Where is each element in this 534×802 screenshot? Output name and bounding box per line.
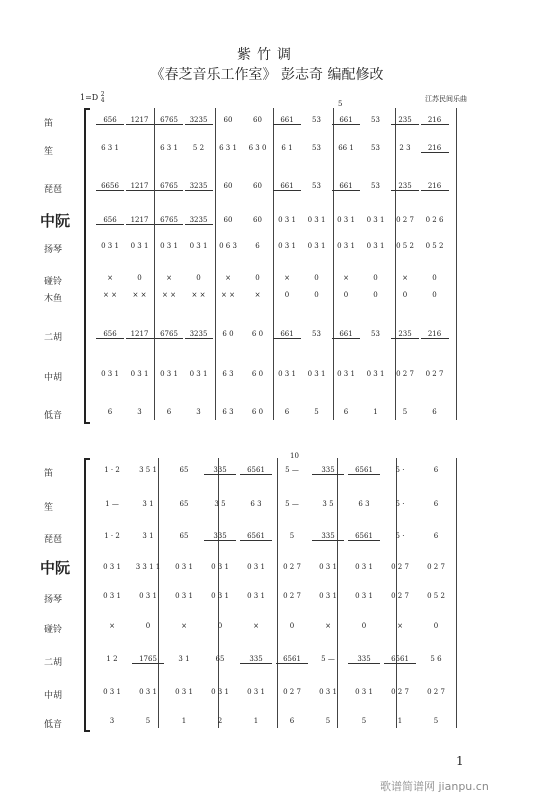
note-cell: 53 [312, 330, 321, 338]
note-cell: 335 [312, 532, 344, 541]
note-cell: × × [162, 291, 176, 299]
note-cell: 53 [312, 144, 321, 152]
note-cell: 5 [289, 532, 295, 540]
note-cell: 1 — [105, 500, 119, 508]
note-cell: 0 [432, 291, 437, 299]
note-cell: 0 2 7 [391, 688, 409, 696]
instrument-label: 琵琶 [44, 535, 63, 545]
note-cell: 661 [332, 182, 360, 191]
page-number: 1 [456, 754, 464, 768]
note-cell: 0 [361, 622, 367, 630]
key-label: 1=D [80, 93, 99, 102]
note-cell: 60 [223, 116, 233, 124]
note-cell: × [107, 274, 113, 282]
note-cell: 0 3 1 [189, 242, 208, 250]
note-cell: 0 [145, 622, 151, 630]
note-cell: 6561 [240, 466, 272, 475]
instrument-label: 二胡 [44, 658, 63, 668]
note-cell: 0 3 1 [278, 242, 296, 250]
note-cell: 3235 [185, 216, 213, 225]
note-cell: 0 3 1 [355, 592, 373, 600]
note-cell: 0 3 1 [139, 688, 157, 696]
note-cell: 6 3 1 [101, 144, 119, 152]
instrument-label: 扬琴 [44, 595, 63, 605]
note-cell: 335 [312, 466, 344, 475]
note-cell: 1 · 2 [104, 532, 120, 540]
note-cell: 0 3 1 [278, 370, 296, 378]
note-cell: 5 [402, 408, 408, 416]
key-signature [80, 92, 105, 104]
note-cell: 5 — [321, 655, 335, 663]
note-cell: 1217 [126, 116, 154, 125]
note-cell: 5 [361, 717, 367, 725]
note-cell: 0 [373, 274, 378, 282]
barline [456, 108, 457, 420]
note-cell: × [109, 622, 115, 630]
instrument-label: 琵琶 [44, 185, 63, 195]
note-cell: 5 2 [192, 144, 205, 152]
note-cell: 0 3 1 [247, 592, 265, 600]
note-cell: × × [132, 291, 147, 299]
time-numerator: 2 [100, 91, 105, 98]
note-cell: 6 3 [358, 500, 370, 508]
note-cell: 661 [273, 182, 301, 191]
note-cell: 0 3 1 [366, 370, 385, 378]
note-cell: 0 [196, 274, 201, 282]
note-cell: 0 3 1 [307, 216, 326, 224]
note-cell: 0 2 7 [283, 688, 301, 696]
note-cell: 5 · [395, 466, 405, 474]
note-cell: 0 2 7 [425, 370, 444, 378]
note-cell: × [397, 622, 403, 630]
note-cell: 0 3 1 [103, 563, 121, 571]
note-cell: 6 0 [251, 408, 264, 416]
instrument-label: 二胡 [44, 333, 63, 343]
score-subtitle: 《春芝音乐工作室》 彭志奇 编配修改 [150, 67, 384, 83]
note-cell: 0 3 1 [160, 370, 178, 378]
note-cell: 0 3 1 [319, 563, 337, 571]
note-cell: 0 3 1 [175, 688, 193, 696]
note-cell: 5 — [285, 466, 299, 474]
note-cell: 0 3 1 [247, 563, 265, 571]
note-cell: 0 [284, 291, 290, 299]
note-cell: 1 · 2 [104, 466, 120, 474]
note-cell: 3 1 [178, 655, 190, 663]
note-cell: 53 [312, 116, 321, 124]
note-cell: 0 3 1 [211, 563, 229, 571]
rehearsal-mark-10: 10 [290, 452, 299, 460]
note-cell: 3 [137, 408, 142, 416]
note-cell: 65 [179, 466, 189, 474]
note-cell: 60 [253, 116, 262, 124]
note-cell: 6765 [155, 116, 183, 125]
note-cell: 0 5 2 [396, 242, 414, 250]
note-cell: 0 3 1 [211, 688, 229, 696]
note-cell: 3 1 [142, 500, 154, 508]
note-cell: × [325, 622, 331, 630]
note-cell: 0 3 1 [355, 563, 373, 571]
note-cell: 6765 [155, 182, 183, 191]
instrument-label: 中阮 [40, 212, 71, 230]
note-cell: 6 [343, 408, 349, 416]
note-cell: 0 3 1 [319, 688, 337, 696]
note-cell: 6561 [384, 655, 416, 664]
note-cell: 6 3 0 [248, 144, 267, 152]
score-source: 江苏民间乐曲 [425, 95, 467, 103]
note-cell: 6 [284, 408, 290, 416]
note-cell: 6 0 [251, 330, 264, 338]
note-cell: 0 3 1 [337, 370, 355, 378]
note-cell: 1 2 [106, 655, 118, 663]
note-cell: 656 [96, 330, 124, 339]
note-cell: 6561 [240, 532, 272, 541]
note-cell: 0 3 1 [103, 592, 121, 600]
time-denominator: 4 [100, 97, 105, 104]
note-cell: 6561 [348, 532, 380, 541]
note-cell: 1217 [126, 216, 154, 225]
note-cell: 0 5 2 [425, 242, 444, 250]
note-cell: 0 3 1 [366, 242, 385, 250]
note-cell: 216 [421, 144, 449, 153]
note-cell: 60 [223, 182, 233, 190]
note-cell: 216 [421, 182, 449, 191]
note-cell: 6 [433, 466, 439, 474]
note-cell: 3 3 1 1 [135, 563, 161, 571]
note-cell: 6 [289, 717, 295, 725]
note-cell: × [253, 622, 259, 630]
note-cell: 65 [179, 532, 189, 540]
note-cell: 0 2 6 [425, 216, 444, 224]
note-cell: 6 0 [222, 330, 234, 338]
note-cell: 5 · [395, 500, 405, 508]
note-cell: 53 [371, 330, 380, 338]
note-cell: 6 3 [250, 500, 262, 508]
note-cell: 0 5 2 [427, 592, 445, 600]
note-cell: 60 [223, 216, 233, 224]
note-cell: 335 [348, 655, 380, 664]
note-cell: 661 [273, 330, 301, 339]
note-cell: × × [191, 291, 206, 299]
instrument-label: 笙 [44, 503, 54, 513]
note-cell: 0 3 1 [211, 592, 229, 600]
note-cell: 5 [433, 717, 439, 725]
note-cell: 6 3 [222, 370, 234, 378]
instrument-label: 碰铃 [44, 625, 63, 635]
note-cell: 0 3 1 [160, 242, 178, 250]
note-cell: 656 [96, 116, 124, 125]
note-cell: 65 [215, 655, 225, 663]
note-cell: 0 2 7 [427, 563, 445, 571]
note-cell: 661 [332, 116, 360, 125]
note-cell: 335 [240, 655, 272, 664]
note-cell: 0 2 7 [396, 370, 414, 378]
note-cell: 0 [373, 291, 378, 299]
note-cell: 6 3 1 [160, 144, 178, 152]
note-cell: 1217 [126, 182, 154, 191]
note-cell: 53 [371, 116, 380, 124]
note-cell: 6 [166, 408, 172, 416]
note-cell: 0 [137, 274, 142, 282]
note-cell: 335 [204, 466, 236, 475]
instrument-label: 笛 [44, 469, 54, 479]
note-cell: × [166, 274, 172, 282]
note-cell: 5 · [395, 532, 405, 540]
note-cell: 6561 [348, 466, 380, 475]
note-cell: 0 [314, 274, 319, 282]
note-cell: 1217 [126, 330, 154, 339]
note-cell: 1 [253, 717, 259, 725]
note-cell: 2 [217, 717, 223, 725]
note-cell: 0 [343, 291, 349, 299]
note-cell: 5 6 [430, 655, 442, 663]
note-cell: 0 3 1 [278, 216, 296, 224]
note-cell: 216 [421, 116, 449, 125]
note-cell: 6 1 [281, 144, 293, 152]
note-cell: 235 [391, 330, 419, 339]
note-cell: 3 5 1 [139, 466, 157, 474]
note-cell: 0 2 7 [396, 216, 414, 224]
note-cell: 0 3 1 [337, 216, 355, 224]
note-cell: 656 [96, 216, 124, 225]
instrument-label: 中胡 [44, 373, 63, 383]
note-cell: 0 3 1 [355, 688, 373, 696]
note-cell: 0 3 1 [175, 592, 193, 600]
note-cell: 6 0 [251, 370, 264, 378]
note-cell: 53 [371, 182, 380, 190]
note-cell: 0 6 3 [219, 242, 237, 250]
note-cell: 661 [332, 330, 360, 339]
note-cell: 0 [432, 274, 437, 282]
note-cell: 0 [255, 274, 260, 282]
note-cell: 1 [373, 408, 378, 416]
note-cell: 0 [433, 622, 439, 630]
note-cell: 1 [181, 717, 187, 725]
instrument-label: 碰铃 [44, 277, 63, 287]
note-cell: 3 5 [322, 500, 334, 508]
note-cell: 6765 [155, 330, 183, 339]
instrument-label: 笛 [44, 119, 54, 129]
note-cell: 3 [196, 408, 201, 416]
note-cell: 6561 [276, 655, 308, 664]
instrument-label: 中阮 [40, 559, 71, 577]
note-cell: 6765 [155, 216, 183, 225]
note-cell: 6 [433, 500, 439, 508]
note-cell: 3 [109, 717, 115, 725]
note-cell: × [343, 274, 349, 282]
note-cell: 0 2 7 [283, 563, 301, 571]
note-cell: 235 [391, 116, 419, 125]
note-cell: × × [103, 291, 117, 299]
score-title: 紫竹调 [237, 47, 297, 63]
note-cell: 5 [314, 408, 319, 416]
note-cell: × [225, 274, 231, 282]
note-cell: × [284, 274, 290, 282]
note-cell: 3235 [185, 330, 213, 339]
note-cell: 0 3 1 [103, 688, 121, 696]
note-cell: 0 3 1 [247, 688, 265, 696]
rehearsal-mark-5: 5 [338, 100, 343, 108]
note-cell: 0 3 1 [101, 242, 119, 250]
time-signature [101, 92, 105, 104]
note-cell: × [181, 622, 187, 630]
note-cell: 65 [179, 500, 189, 508]
instrument-label: 木鱼 [44, 294, 63, 304]
note-cell: 0 [314, 291, 319, 299]
instrument-label: 低音 [44, 720, 63, 730]
note-cell: 0 [217, 622, 223, 630]
note-cell: × × [221, 291, 235, 299]
note-cell: 0 2 7 [391, 592, 409, 600]
note-cell: 53 [371, 144, 380, 152]
note-cell: 0 3 1 [307, 370, 326, 378]
note-cell: 1 [397, 717, 403, 725]
note-cell: 0 3 1 [319, 592, 337, 600]
note-cell: 60 [253, 216, 262, 224]
note-cell: 0 3 1 [307, 242, 326, 250]
note-cell: 0 3 1 [366, 216, 385, 224]
note-cell: 0 3 1 [101, 370, 119, 378]
note-cell: 6 [255, 242, 260, 250]
note-cell: 66 1 [338, 144, 354, 152]
note-cell: 6 [432, 408, 437, 416]
note-cell: 0 3 1 [175, 563, 193, 571]
note-cell: 6 3 1 [219, 144, 237, 152]
system-brace [84, 458, 90, 732]
note-cell: 235 [391, 182, 419, 191]
note-cell: 216 [421, 330, 449, 339]
note-cell: 6 3 [222, 408, 234, 416]
note-cell: 1765 [132, 655, 164, 664]
note-cell: 6656 [96, 182, 124, 191]
instrument-label: 笙 [44, 147, 54, 157]
barline [456, 458, 457, 728]
note-cell: 0 3 1 [337, 242, 355, 250]
note-cell: 2 3 [399, 144, 411, 152]
note-cell: 5 — [285, 500, 299, 508]
note-cell: × [254, 291, 261, 299]
note-cell: 5 [325, 717, 331, 725]
note-cell: 6 [107, 408, 113, 416]
note-cell: 661 [273, 116, 301, 125]
note-cell: 0 2 7 [391, 563, 409, 571]
note-cell: 53 [312, 182, 321, 190]
note-cell: 3235 [185, 182, 213, 191]
site-watermark: 歌谱简谱网 jianpu.cn [380, 780, 489, 793]
note-cell: × [402, 274, 408, 282]
note-cell: 335 [204, 532, 236, 541]
note-cell: 6 [433, 532, 439, 540]
note-cell: 0 2 7 [427, 688, 445, 696]
note-cell: 3 5 [214, 500, 226, 508]
note-cell: 0 3 1 [189, 370, 208, 378]
note-cell: 60 [253, 182, 262, 190]
note-cell: 0 3 1 [130, 370, 149, 378]
system-brace [84, 108, 90, 424]
note-cell: 0 [289, 622, 295, 630]
note-cell: 0 2 7 [283, 592, 301, 600]
note-cell: 0 3 1 [139, 592, 157, 600]
note-cell: 5 [145, 717, 151, 725]
instrument-label: 低音 [44, 411, 63, 421]
note-cell: 3 1 [142, 532, 154, 540]
instrument-label: 中胡 [44, 691, 63, 701]
note-cell: 3235 [185, 116, 213, 125]
note-cell: 0 [402, 291, 408, 299]
instrument-label: 扬琴 [44, 245, 63, 255]
note-cell: 0 3 1 [130, 242, 149, 250]
